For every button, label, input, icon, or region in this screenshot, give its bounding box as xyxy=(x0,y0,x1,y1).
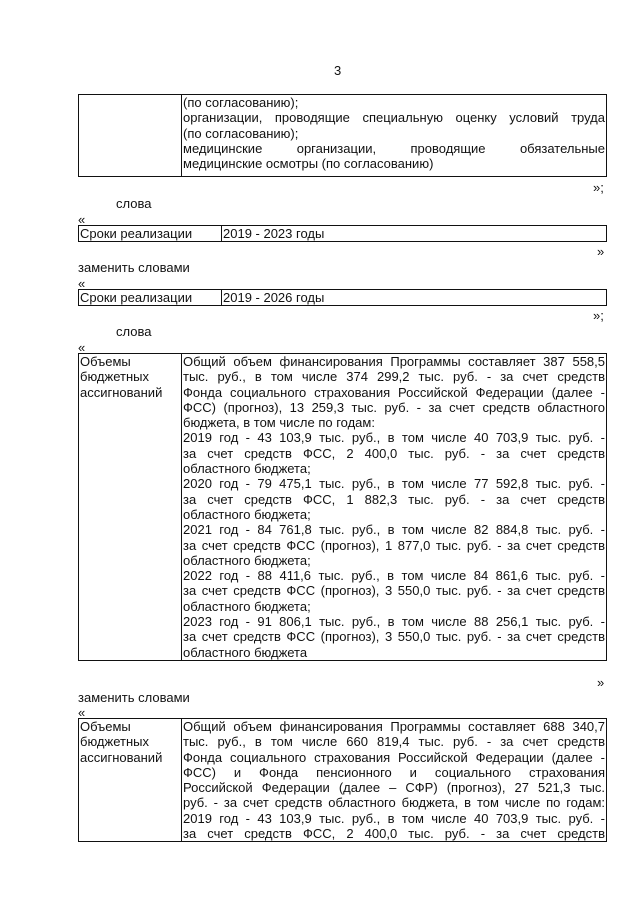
word-slova: слова xyxy=(116,324,152,339)
budget-label-cell xyxy=(79,354,182,661)
replace-with-words: заменить словами xyxy=(78,260,190,275)
participants-cell xyxy=(182,95,607,177)
text-line: областного бюджета; xyxy=(183,552,311,568)
text-line: областного бюджета; xyxy=(183,461,311,477)
opening-quote: « xyxy=(78,212,86,227)
text-line: 2019 год - 43 103,9 тыс. руб., в том числе 40 703,9 тыс. руб. - xyxy=(183,430,605,446)
text-line: (по согласованию); xyxy=(183,125,299,141)
label-line: бюджетных xyxy=(80,734,149,750)
text-line: медицинские осмотры (по согласованию) xyxy=(183,156,434,172)
text-line: бюджета, в том числе по годам: xyxy=(183,415,375,431)
period-label: Сроки реализации xyxy=(79,290,222,306)
opening-quote: « xyxy=(78,276,86,291)
opening-quote: « xyxy=(78,340,86,355)
text-line: 2023 год - 91 806,1 тыс. руб., в том числе 88 256,1 тыс. руб. - xyxy=(183,614,605,630)
text-line: организации, проводящие специальную оценку условий труда xyxy=(183,110,605,126)
text-line: тыс. руб., в том числе 374 299,2 тыс. руб. - за счет средств xyxy=(183,369,605,385)
text-line: областного бюджета; xyxy=(183,506,311,522)
text-line: 2021 год - 84 761,8 тыс. руб., в том числе 82 884,8 тыс. руб. - xyxy=(183,522,605,538)
closing-quote: »; xyxy=(593,180,604,195)
text-line: за счет средств ФСС, 2 400,0 тыс. руб. - за счет средств xyxy=(183,826,605,842)
period-label: Сроки реализации xyxy=(79,226,222,242)
empty-label-cell xyxy=(79,95,182,177)
closing-quote: » xyxy=(597,244,605,259)
period-old-table xyxy=(78,225,607,242)
text-line: медицинские организации, проводящие обязательные xyxy=(183,140,605,156)
text-line: Российской Федерации (далее – СФР) (прогноз), 27 521,3 тыс. xyxy=(183,780,605,796)
opening-quote: « xyxy=(78,705,86,720)
text-line: Фонда социального страхования Российской Федерации (далее - xyxy=(183,384,605,400)
text-line: Общий объем финансирования Программы составляет 387 558,5 xyxy=(183,354,605,369)
label-line: Объемы xyxy=(80,719,131,734)
page-number: 3 xyxy=(334,63,342,78)
budget-text-cell xyxy=(182,719,607,842)
text-line: областного бюджета xyxy=(183,644,308,660)
label-line: бюджетных xyxy=(80,369,149,385)
closing-quote: » xyxy=(597,675,605,690)
text-line: ФСС) (прогноз), 13 259,3 тыс. руб. - за счет средств областного xyxy=(183,399,605,415)
text-line: 2022 год - 88 411,6 тыс. руб., в том числе 84 861,6 тыс. руб. - xyxy=(183,568,605,584)
budget-old-table xyxy=(78,353,607,661)
text-line: тыс. руб., в том числе 660 819,4 тыс. руб. - за счет средств xyxy=(183,734,605,750)
label-line: ассигнований xyxy=(80,384,163,400)
period-new-table xyxy=(78,289,607,306)
text-line: 2020 год - 79 475,1 тыс. руб., в том числе 77 592,8 тыс. руб. - xyxy=(183,476,605,492)
budget-new-table xyxy=(78,718,607,842)
label-line: Объемы xyxy=(80,354,131,369)
closing-quote: »; xyxy=(593,308,604,323)
word-slova: слова xyxy=(116,196,152,211)
text-line: за счет средств ФСС (прогноз), 1 877,0 тыс. руб. - за счет средств xyxy=(183,537,605,553)
text-line: ФСС) и Фонда пенсионного и социального страхования xyxy=(183,764,605,780)
label-line: ассигнований xyxy=(80,749,163,765)
text-line: (по согласованию); xyxy=(183,95,299,110)
text-line: за счет средств ФСС (прогноз), 3 550,0 тыс. руб. - за счет средств xyxy=(183,629,605,645)
text-line: областного бюджета; xyxy=(183,598,311,614)
text-line: Общий объем финансирования Программы составляет 688 340,7 xyxy=(183,719,605,734)
period-value: 2019 - 2026 годы xyxy=(222,290,607,306)
participants-table xyxy=(78,94,607,177)
text-line: 2019 год - 43 103,9 тыс. руб., в том числе 40 703,9 тыс. руб. - xyxy=(183,810,605,826)
text-line: за счет средств ФСС, 2 400,0 тыс. руб. - за счет средств xyxy=(183,445,605,461)
period-value: 2019 - 2023 годы xyxy=(222,226,607,242)
budget-label-cell xyxy=(79,719,182,842)
budget-text-cell xyxy=(182,354,607,661)
replace-with-words: заменить словами xyxy=(78,690,190,705)
text-line: за счет средств ФСС (прогноз), 3 550,0 тыс. руб. - за счет средств xyxy=(183,583,605,599)
text-line: за счет средств ФСС, 1 882,3 тыс. руб. - за счет средств xyxy=(183,491,605,507)
text-line: руб. - за счет средств областного бюджета, в том числе по годам: xyxy=(183,795,605,811)
text-line: Фонда социального страхования Российской Федерации (далее - xyxy=(183,749,605,765)
